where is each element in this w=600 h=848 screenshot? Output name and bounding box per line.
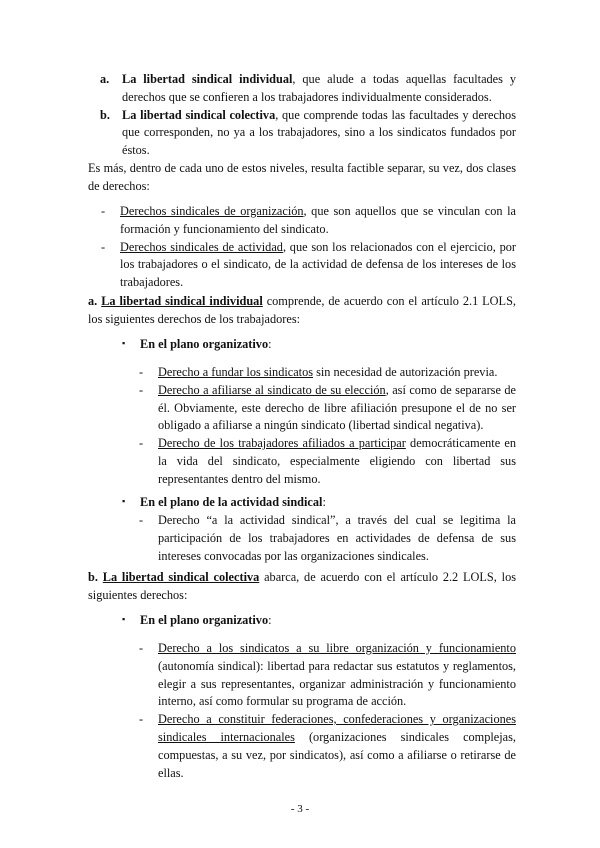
list-text: democráticamente en la vida del sindicato, especialmente eligiendo con libertad sus representantes dentro del mismo. <box>158 436 516 486</box>
square-bullet-icon: ▪ <box>122 496 126 506</box>
list-text: , que son los relacionados con el ejercicio, por los trabajadores o el sindicato, de la actividad de defensa de los intereses de los trabajadores. <box>120 239 516 290</box>
intro-list <box>100 71 516 160</box>
list-item <box>139 711 516 782</box>
term-underlined: Derecho de los trabajadores afiliados a participar <box>158 436 406 451</box>
list-text: , que alude a todas aquellas facultades y derechos que se confieren a los trabajadores individualmente considerados. <box>122 72 516 104</box>
dash-marker: - <box>139 513 144 527</box>
section-b-intro <box>88 569 516 605</box>
list-text: , así como de separarse de él. Obviamente, este derecho de libre afiliación presupone el de no ser obligado a afiliarse a ningún sindicato (libertad sindical negativa). <box>158 382 516 433</box>
section-a-intro <box>88 293 516 329</box>
bullet-colon: : <box>322 495 326 509</box>
list-text: (autonomía sindical): libertad para redactar sus estatutos y reglamentos, elegir a sus representantes, organizar administración y funcionamiento interno, así como formular su programa de acción. <box>158 658 516 709</box>
bullet-label: En el plano de la actividad sindical <box>140 495 323 509</box>
list-item <box>139 512 516 565</box>
bullet-label: En el plano organizativo <box>140 337 269 351</box>
square-bullet-icon: ▪ <box>122 338 126 348</box>
rights-classes-list <box>101 203 516 292</box>
section-text: comprende, de acuerdo con el artículo 2.1 LOLS, los siguientes derechos de los trabajadores: <box>88 294 516 326</box>
list-marker: a. <box>100 72 110 86</box>
dash-marker: - <box>139 436 144 451</box>
bullet-colon: : <box>268 613 272 627</box>
list-item <box>100 107 516 160</box>
term-underlined: Derechos sindicales de organización <box>120 204 304 218</box>
term-underlined: Derecho a constituir federaciones, confederaciones y organizaciones sindicales internacionales <box>158 712 516 744</box>
list-item <box>139 435 516 488</box>
dash-marker: - <box>139 365 144 379</box>
dash-marker: - <box>139 712 144 727</box>
list-text: sin necesidad de autorización previa. <box>313 365 498 379</box>
section-marker: b. <box>88 570 98 584</box>
page-number: - 3 - <box>290 803 310 815</box>
dash-marker: - <box>139 641 144 655</box>
bullet-heading <box>122 494 516 512</box>
term-underlined: Derecho a afiliarse al sindicato de su elección <box>158 382 386 397</box>
list-marker: b. <box>100 107 110 122</box>
section-marker: a. <box>88 294 98 308</box>
term-underlined: Derecho a fundar los sindicatos <box>158 365 314 379</box>
list-text: Derecho “a la actividad sindical”, a través del cual se legitima la participación de los trabajadores en actividades de defensa de sus intereses convocadas por las organizaciones sindicales. <box>158 513 516 563</box>
section-heading: La libertad sindical colectiva <box>102 570 260 584</box>
list-item <box>100 71 516 107</box>
dash-marker: - <box>139 382 144 397</box>
list-item <box>139 640 516 711</box>
term-bold: La libertad sindical individual <box>122 72 293 86</box>
bullet-label: En el plano organizativo <box>140 613 269 627</box>
term-underlined: Derechos sindicales de actividad <box>120 239 283 254</box>
dash-marker: - <box>101 204 106 218</box>
list-item <box>101 239 516 292</box>
square-bullet-icon: ▪ <box>122 614 126 624</box>
section-text: abarca, de acuerdo con el artículo 2.2 LOLS, los siguientes derechos: <box>88 570 517 602</box>
section-b-organizational-list <box>139 640 516 782</box>
paragraph: Es más, dentro de cada uno de estos niveles, resulta factible separar, su vez, dos clases de derechos: <box>88 161 516 193</box>
section-a-organizational-list <box>139 364 516 489</box>
list-item <box>139 364 516 382</box>
dash-marker: - <box>101 239 106 254</box>
section-a-activity-list <box>139 512 516 565</box>
list-text: , que comprende todas las facultades y derechos que corresponden, no ya a los trabajadores, sino a los sindicatos fundados por éstos. <box>122 107 516 158</box>
section-heading: La libertad sindical individual <box>101 294 263 308</box>
bullet-heading <box>122 612 516 630</box>
bullet-colon: : <box>268 337 272 351</box>
term-underlined: Derecho a los sindicatos a su libre organización y funcionamiento <box>158 641 516 655</box>
term-bold: La libertad sindical colectiva <box>122 107 276 122</box>
list-item <box>139 382 516 435</box>
list-text: (organizaciones sindicales complejas, compuestas, a su vez, por sindicatos), así como a afiliarse o retirarse de ellas. <box>158 729 516 780</box>
bullet-heading <box>122 336 516 354</box>
list-text: , que son aquellos que se vinculan con la formación y funcionamiento del sindicato. <box>120 204 516 236</box>
list-item <box>101 203 516 239</box>
